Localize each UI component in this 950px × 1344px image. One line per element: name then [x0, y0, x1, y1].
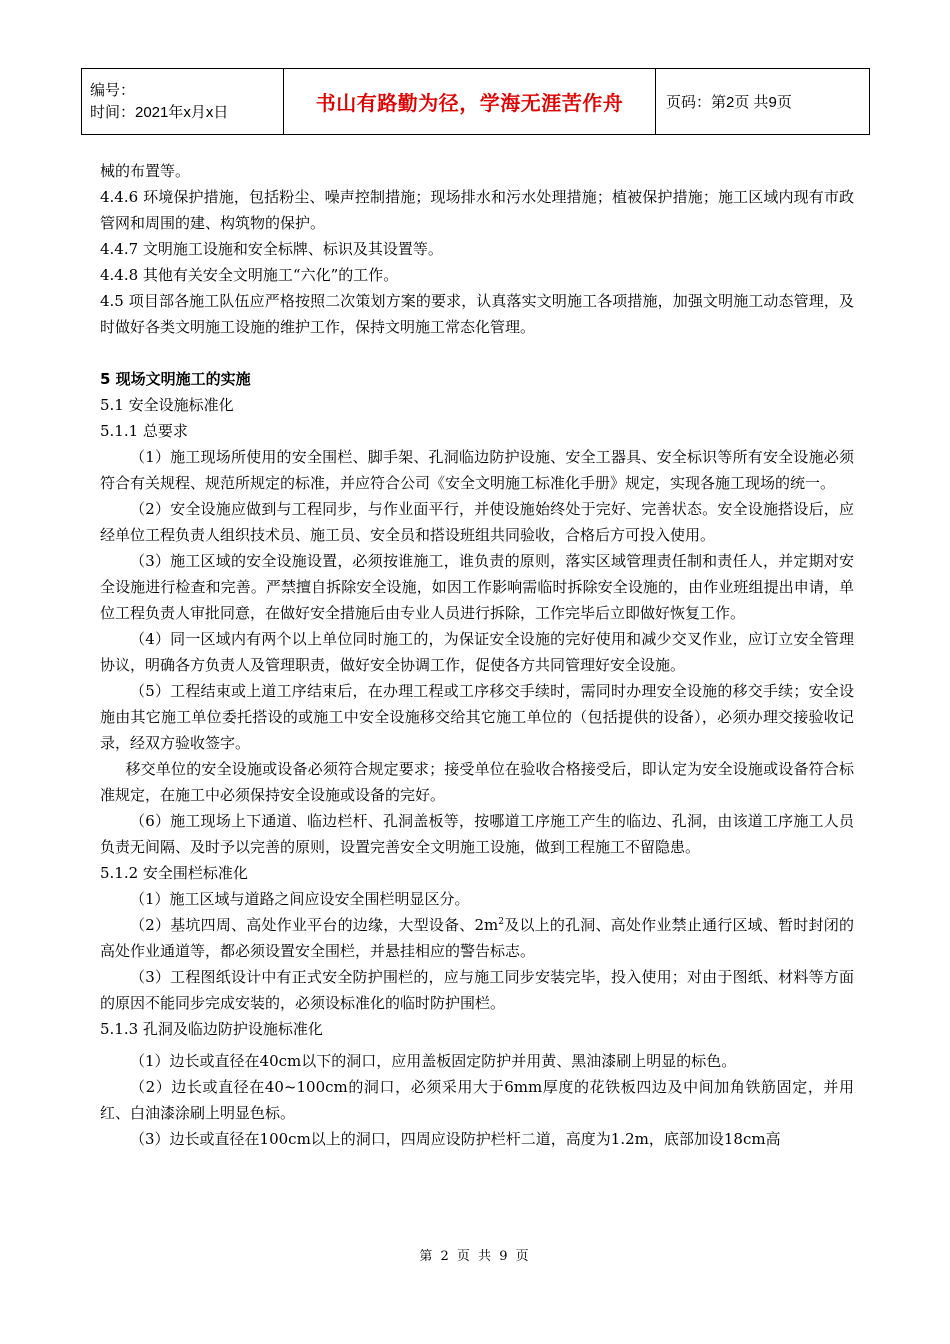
header-page-number: 页码：第2页 共9页: [666, 94, 792, 111]
subsection-heading-5-1-3: 5.1.3 孔洞及临边防护设施标准化: [100, 1020, 323, 1038]
paragraph: 4.4.8 其他有关安全文明施工“六化”的工作。: [100, 266, 399, 284]
paragraph: （1）施工区域与道路之间应设安全围栏明显区分。: [130, 890, 470, 908]
paragraph: （5）工程结束或上道工序结束后，在办理工程或工序移交手续时，需同时办理安全设施的移交手续；安全设施由其它施工单位委托搭设的或施工中安全设施移交给其它施工单位的（包括提供的设备），必须办理交接验收记录，经双方验收签字。: [100, 682, 854, 752]
paragraph: 械的布置等。: [100, 162, 191, 180]
paragraph: （3）边长或直径在100cm以上的洞口，四周应设防护栏杆二道，高度为1.2m，底部加设18cm高: [130, 1130, 781, 1148]
header-meta: [82, 69, 284, 134]
header-motto: 书山有路勤为径，学海无涯苦作舟: [284, 69, 656, 134]
subsection-heading-5-1-1: 5.1.1 总要求: [100, 422, 188, 440]
spacer: [100, 340, 854, 366]
page-footer: 第 2 页 共 9 页: [419, 1249, 531, 1264]
subsection-heading-5-1-2: 5.1.2 安全围栏标准化: [100, 864, 248, 882]
section-heading-5: 5 现场文明施工的实施: [100, 370, 251, 388]
paragraph: （4）同一区域内有两个以上单位同时施工的，为保证安全设施的完好使用和减少交叉作业，应订立安全管理协议，明确各方负责人及管理职责，做好安全协调工作，促使各方共同管理好安全设施。: [100, 630, 854, 674]
paragraph: （2）边长或直径在40~100cm的洞口，必须采用大于6mm厚度的花铁板四边及中间加角铁筋固定，并用红、白油漆涂刷上明显色标。: [100, 1078, 854, 1122]
text-segment: （2）基坑四周、高处作业平台的边缘，大型设备、2m: [130, 916, 499, 934]
paragraph: （2）安全设施应做到与工程同步，与作业面平行，并使设施始终处于完好、完善状态。安全设施搭设后，应经单位工程负责人组织技术员、施工员、安全员和搭设班组共同验收，合格后方可投入使用。: [100, 500, 854, 544]
paragraph: 4.5 项目部各施工队伍应严格按照二次策划方案的要求，认真落实文明施工各项措施，加强文明施工动态管理，及时做好各类文明施工设施的维护工作，保持文明施工常态化管理。: [100, 292, 854, 336]
superscript: 2: [498, 917, 505, 927]
text-segment: 及以上的孔洞、高处作业禁止通行区域、暂时封闭的高处作业通道等，都必须设置安全围栏，并悬挂相应的警告标志。: [100, 916, 854, 960]
paragraph: （6）施工现场上下通道、临边栏杆、孔洞盖板等，按哪道工序施工产生的临边、孔洞，由该道工序施工人员负责无间隔、及时予以完善的原则，设置完善安全文明施工设施，做到工程施工不留隐患。: [100, 812, 854, 856]
document-body: [100, 158, 854, 1152]
paragraph: （3）工程图纸设计中有正式安全防护围栏的，应与施工同步安装完毕，投入使用；对由于图纸、材料等方面的原因不能同步完成安装的，必须设标准化的临时防护围栏。: [100, 968, 854, 1012]
page-header: [81, 68, 870, 135]
paragraph: 4.4.6 环境保护措施，包括粉尘、噪声控制措施；现场排水和污水处理措施；植被保护措施；施工区域内现有市政管网和周围的建、构筑物的保护。: [100, 188, 854, 232]
paragraph: [100, 912, 854, 964]
doc-date: 时间：2021年x月x日: [90, 103, 229, 121]
paragraph: 4.4.7 文明施工设施和安全标牌、标识及其设置等。: [100, 240, 443, 258]
doc-number: 编号：: [90, 81, 136, 99]
paragraph: （3）施工区域的安全设施设置，必须按谁施工，谁负责的原则，落实区域管理责任制和责任人，并定期对安全设施进行检查和完善。严禁擅自拆除安全设施，如因工作影响需临时拆除安全设施的，由作业班组提出申请，单位工程负责人审批同意，在做好安全措施后由专业人员进行拆除，工作完毕后立即做好恢复工作。: [100, 552, 854, 622]
paragraph: （1）施工现场所使用的安全围栏、脚手架、孔洞临边防护设施、安全工器具、安全标识等所有安全设施必须符合有关规程、规范所规定的标准，并应符合公司《安全文明施工标准化手册》规定，实现各施工现场的统一。: [100, 448, 854, 492]
subsection-heading-5-1: 5.1 安全设施标准化: [100, 396, 234, 414]
paragraph: （1）边长或直径在40cm以下的洞口，应用盖板固定防护并用黄、黑油漆刷上明显的标色。: [130, 1052, 737, 1070]
paragraph: 移交单位的安全设施或设备必须符合规定要求；接受单位在验收合格接受后，即认定为安全设施或设备符合标准规定，在施工中必须保持安全设施或设备的完好。: [100, 760, 854, 804]
